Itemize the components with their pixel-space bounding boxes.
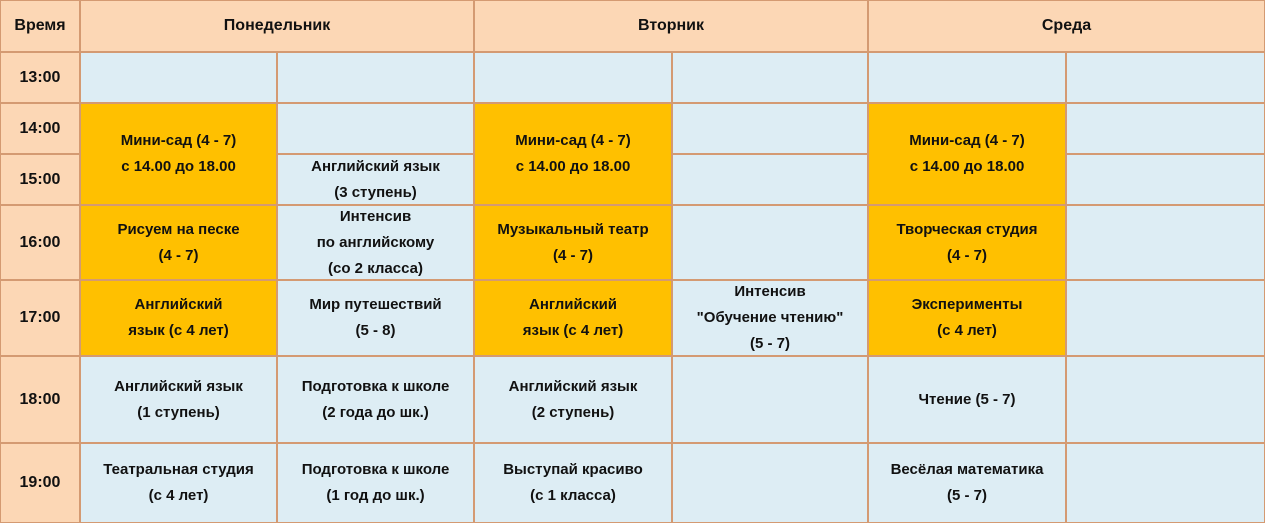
- time-slot-label: 14:00: [19, 119, 61, 137]
- class-cell: [277, 280, 474, 356]
- class-text-line: (3 ступень): [334, 183, 417, 201]
- class-text-line: Подготовка к школе: [301, 461, 450, 478]
- header-day-cell: [868, 0, 1265, 52]
- time-slot-cell: [0, 154, 80, 205]
- empty-cell: [672, 154, 868, 205]
- header-day-label: Понедельник: [223, 17, 331, 34]
- class-text-line: Чтение (5 - 7): [918, 390, 1016, 408]
- empty-cell: [868, 52, 1066, 103]
- time-slot-label: 16:00: [19, 233, 61, 251]
- class-text-line: Английский: [134, 296, 223, 313]
- time-slot-cell: [0, 52, 80, 103]
- class-text-line: (2 года до шк.): [322, 403, 429, 421]
- empty-cell: [1066, 154, 1265, 205]
- empty-cell: [277, 103, 474, 154]
- class-cell: [474, 356, 672, 443]
- class-text-line: Мини-сад (4 - 7): [909, 132, 1025, 149]
- class-text-line: Английский язык: [311, 157, 440, 175]
- class-text-line: Английский язык: [114, 377, 243, 395]
- class-text-line: с 14.00 до 18.00: [909, 158, 1025, 175]
- class-cell: [868, 280, 1066, 356]
- empty-cell: [672, 205, 868, 280]
- class-cell: [868, 443, 1066, 523]
- header-day-label: Среда: [1041, 17, 1092, 34]
- empty-cell: [1066, 52, 1265, 103]
- class-text-line: Выступай красиво: [503, 461, 643, 478]
- time-slot-label: 17:00: [19, 309, 61, 326]
- class-cell: [474, 205, 672, 280]
- class-text-line: Подготовка к школе: [301, 377, 450, 395]
- class-text-line: (5 - 8): [355, 322, 396, 339]
- class-text-line: (4 - 7): [552, 246, 593, 264]
- class-text-line: "Обучение чтению": [696, 309, 844, 326]
- empty-cell: [1066, 103, 1265, 154]
- class-text-line: (4 - 7): [158, 246, 199, 264]
- empty-cell: [672, 443, 868, 523]
- class-text-line: Английский: [528, 296, 618, 313]
- empty-cell: [277, 52, 474, 103]
- time-slot-label: 15:00: [19, 170, 61, 188]
- empty-cell: [474, 52, 672, 103]
- class-text-line: (5 - 7): [749, 335, 790, 352]
- header-time-cell: [0, 0, 80, 52]
- class-text-line: (со 2 класса): [328, 259, 423, 277]
- class-cell: [80, 205, 277, 280]
- class-text-line: (5 - 7): [946, 487, 987, 504]
- time-slot-cell: [0, 356, 80, 443]
- time-slot-label: 18:00: [19, 390, 61, 408]
- header-day-cell: [474, 0, 868, 52]
- class-text-line: с 14.00 до 18.00: [121, 158, 236, 175]
- class-cell: [80, 356, 277, 443]
- class-text-line: Интенсив: [734, 283, 806, 300]
- empty-cell: [672, 103, 868, 154]
- empty-cell: [80, 52, 277, 103]
- time-slot-label: 19:00: [19, 474, 61, 491]
- class-text-line: (1 год до шк.): [326, 487, 425, 504]
- header-day-label: Вторник: [637, 17, 705, 34]
- header-day-cell: [80, 0, 474, 52]
- time-slot-cell: [0, 280, 80, 356]
- time-slot-cell: [0, 205, 80, 280]
- class-text-line: (1 ступень): [137, 403, 220, 421]
- class-text-line: Английский язык: [508, 377, 638, 395]
- class-text-line: Мини-сад (4 - 7): [515, 132, 631, 149]
- class-cell: [80, 280, 277, 356]
- class-text-line: (с 1 класса): [530, 487, 616, 504]
- empty-cell: [1066, 443, 1265, 523]
- class-cell: [277, 205, 474, 280]
- class-text-line: с 14.00 до 18.00: [515, 158, 631, 175]
- class-cell: [474, 443, 672, 523]
- time-slot-label: 13:00: [19, 68, 61, 86]
- class-text-line: Весёлая математика: [890, 461, 1044, 478]
- class-text-line: язык (с 4 лет): [128, 322, 229, 339]
- class-text-line: по английскому: [316, 233, 435, 251]
- class-text-line: Мир путешествий: [309, 296, 442, 313]
- class-cell: [277, 154, 474, 205]
- class-cell: [277, 356, 474, 443]
- class-text-line: Эксперименты: [911, 296, 1023, 313]
- class-text-line: Рисуем на песке: [117, 220, 240, 238]
- class-text-line: Музыкальный театр: [497, 220, 649, 238]
- class-text-line: (4 - 7): [946, 246, 987, 264]
- empty-cell: [1066, 205, 1265, 280]
- class-text-line: язык (с 4 лет): [522, 322, 624, 339]
- class-cell: [474, 280, 672, 356]
- class-cell: [474, 103, 672, 205]
- class-text-line: (с 4 лет): [937, 322, 997, 339]
- class-cell: [277, 443, 474, 523]
- class-text-line: (2 ступень): [531, 403, 615, 421]
- empty-cell: [1066, 356, 1265, 443]
- class-cell: [868, 356, 1066, 443]
- class-cell: [868, 205, 1066, 280]
- class-cell: [80, 443, 277, 523]
- time-slot-cell: [0, 443, 80, 523]
- class-cell: [80, 103, 277, 205]
- class-text-line: Интенсив: [339, 207, 412, 225]
- class-text-line: Мини-сад (4 - 7): [120, 132, 237, 149]
- header-time-label: Время: [14, 17, 66, 34]
- class-text-line: Театральная студия: [103, 461, 254, 478]
- class-cell: [672, 280, 868, 356]
- class-text-line: Творческая студия: [896, 220, 1038, 238]
- empty-cell: [672, 356, 868, 443]
- class-text-line: (с 4 лет): [148, 487, 209, 504]
- time-slot-cell: [0, 103, 80, 154]
- empty-cell: [1066, 280, 1265, 356]
- class-cell: [868, 103, 1066, 205]
- empty-cell: [672, 52, 868, 103]
